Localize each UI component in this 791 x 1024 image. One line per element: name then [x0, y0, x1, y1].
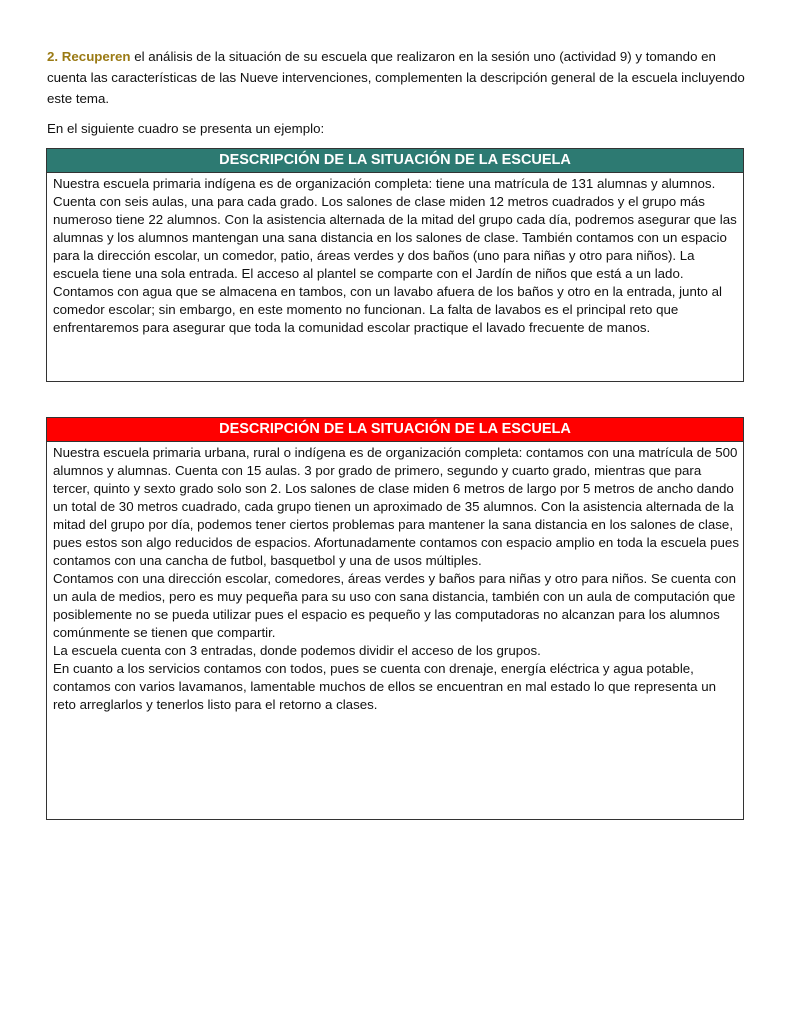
instruction-text: el análisis de la situación de su escuela que realizaron en la sesión uno (actividad 9) y tomando en cuenta las características de las Nueve intervenciones, complementen la descripción general de la escuela incluyendo este tema. — [47, 49, 745, 106]
example-lead-text: En el siguiente cuadro se presenta un ejemplo: — [47, 121, 325, 136]
school-box-header: DESCRIPCIÓN DE LA SITUACIÓN DE LA ESCUELA — [47, 418, 743, 442]
school-box-body — [47, 442, 743, 714]
school-description-box — [46, 417, 744, 820]
school-paragraph-1: Nuestra escuela primaria urbana, rural o indígena es de organización completa: contamos con una matrícula de 500 alumnos y alumnas. Cuenta con 15 aulas. 3 por grado de primero, segundo y cuarto grado, mientras que para tercer, quinto y sexto grado solo son 2. Los salones de clase miden 6 metros de largo por 5 metros de ancho dando un total de 30 metros cuadrado, cada grupo tienen un aproximado de 35 alumnos. Con la asistencia alternada de la mitad del grupo por día, podemos tener ciertos problemas para mantener la sana distancia en los salones de clase, pues estos son algo reducidos de espacios. Afortunadamente contamos con espacio amplio en toda la escuela pues contamos con una cancha de futbol, basquetbol y una de usos múltiples. — [53, 445, 739, 568]
instruction-number: 2. Recuperen — [47, 49, 131, 64]
example-description-box — [46, 148, 744, 382]
example-paragraph-1: Nuestra escuela primaria indígena es de organización completa: tiene una matrícula de 131 alumnas y alumnos. Cuenta con seis aulas, una para cada grado. Los salones de clase miden 12 metros cuadrados y el grupo más numeroso tiene 22 alumnos. Con la asistencia alternada de la mitad del grupo cada día, podremos asegurar que las alumnas y los alumnos mantengan una sana distancia en los salones de clase. También contamos con un espacio para la dirección escolar, un comedor, patio, áreas verdes y dos baños (uno para niñas y otro para niños). La escuela tiene una sola entrada. El acceso al plantel se comparte con el Jardín de niños que está a un lado. — [53, 176, 737, 281]
school-paragraph-4: En cuanto a los servicios contamos con todos, pues se cuenta con drenaje, energía eléctrica y agua potable, contamos con varios lavamanos, lamentable muchos de ellos se encuentran en mal estado lo que representa un reto arreglarlos y tenerlos listo para el retorno a clases. — [53, 661, 717, 712]
example-box-header: DESCRIPCIÓN DE LA SITUACIÓN DE LA ESCUELA — [47, 149, 743, 173]
school-paragraph-2: Contamos con una dirección escolar, comedores, áreas verdes y baños para niñas y otro para niños. Se cuenta con un aula de medios, pero es muy pequeña para su uso con sana distancia, también con un aula de computación que posiblemente no se pueda utilizar pues el espacio es pequeño y las computadoras no alcanzan para los alumnos comúnmente se tienen que compartir. — [53, 571, 736, 640]
example-paragraph-2: Contamos con agua que se almacena en tambos, con un lavabo afuera de los baños y otro en la entrada, junto al comedor escolar; sin embargo, en este momento no funcionan. La falta de lavabos es el principal reto que enfrentaremos para asegurar que toda la comunidad escolar practique el lavado frecuente de manos. — [53, 284, 722, 335]
school-paragraph-3: La escuela cuenta con 3 entradas, donde podemos dividir el acceso de los grupos. — [53, 643, 541, 658]
instruction-paragraph — [47, 46, 747, 109]
example-box-body — [47, 173, 743, 337]
